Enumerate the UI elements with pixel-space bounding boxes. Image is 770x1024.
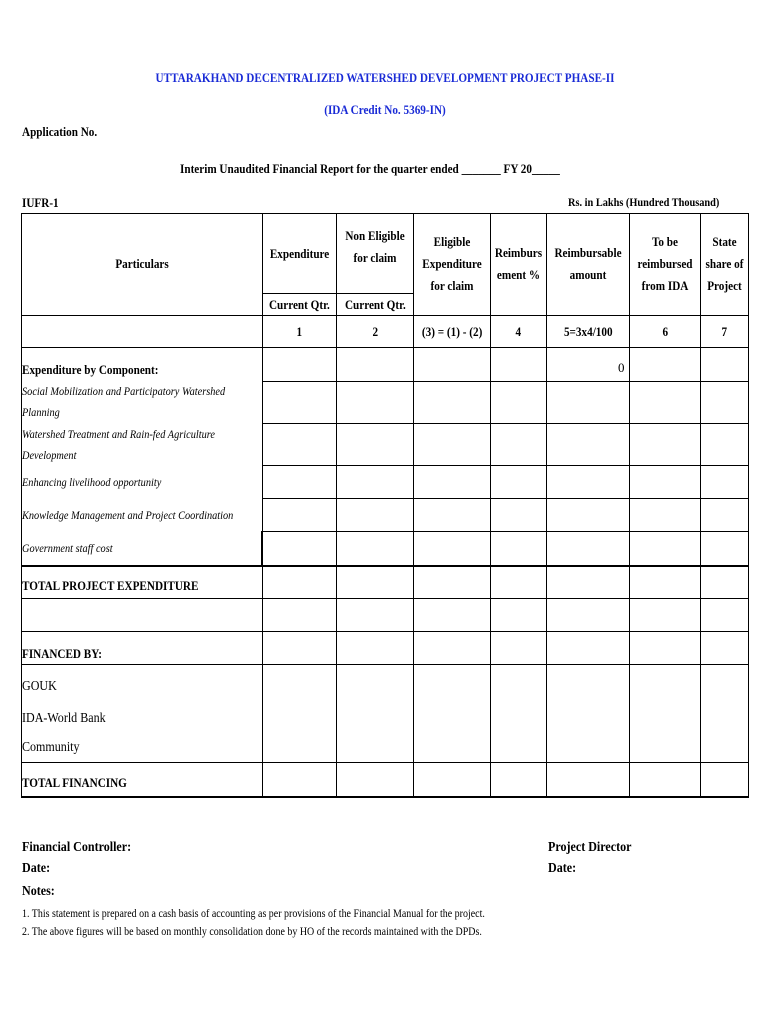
financing-community: Community: [22, 740, 80, 755]
document-title: UTTARAKHAND DECENTRALIZED WATERSHED DEVELOPMENT PROJECT PHASE-II: [155, 70, 615, 85]
current-qtr-2: Current Qtr.: [344, 296, 406, 312]
note-1: 1. This statement is prepared on a cash basis of accounting as per provisions of the Financial Manual for the project.: [22, 906, 485, 920]
expenditure-by-component-label: Expenditure by Component:: [22, 362, 159, 377]
financial-controller-label: Financial Controller:: [22, 840, 132, 855]
col-expenditure: Expenditure: [269, 245, 330, 261]
col-number-4: 4: [515, 323, 522, 339]
date-right-label: Date:: [548, 861, 577, 876]
col-number-7: 7: [721, 323, 728, 339]
component-watershed-treatment: Watershed Treatment and Rain-fed Agriculture Development: [22, 427, 216, 462]
col-number-3: (3) = (1) - (2): [421, 323, 483, 339]
col-eligible: Eligible Expenditure for claim: [422, 234, 482, 293]
total-project-expenditure-label: TOTAL PROJECT EXPENDITURE: [22, 578, 199, 593]
financing-ida: IDA-World Bank: [22, 711, 106, 726]
date-left-label: Date:: [22, 861, 51, 876]
component-knowledge-management: Knowledge Management and Project Coordination: [22, 508, 234, 522]
report-title: Interim Unaudited Financial Report for the quarter ended _______ FY 20_____: [180, 161, 560, 176]
col-particulars: Particulars: [115, 256, 169, 271]
form-code: IUFR-1: [22, 195, 59, 210]
col-to-be-reimbursed: To be reimbursed from IDA: [637, 234, 693, 293]
financed-by-label: FINANCED BY:: [22, 646, 103, 661]
col-reimbursable: Reimbursable amount: [554, 245, 622, 282]
current-qtr-1: Current Qtr.: [269, 296, 330, 312]
col-non-eligible: Non Eligible for claim: [345, 228, 405, 265]
col-number-1: 1: [296, 323, 303, 339]
col-state-share: State share of Project: [705, 234, 744, 293]
notes-heading: Notes:: [22, 884, 55, 899]
col-number-2: 2: [372, 323, 378, 339]
application-no-label: Application No.: [22, 124, 98, 139]
col-number-5: 5=3x4/100: [563, 323, 613, 339]
component-government-staff-cost: Government staff cost: [22, 541, 113, 555]
note-2: 2. The above figures will be based on monthly consolidation done by HO of the records maintained with the DPDs.: [22, 924, 482, 938]
component-social-mobilization: Social Mobilization and Participatory Watershed Planning: [22, 384, 226, 419]
project-director-label: Project Director: [548, 840, 632, 855]
col-reimbursement: Reimbursement %: [494, 245, 543, 282]
credit-number: (IDA Credit No. 5369-IN): [324, 102, 446, 117]
units-label: Rs. in Lakhs (Hundred Thousand): [568, 195, 720, 209]
financing-gouk: GOUK: [22, 679, 57, 694]
col-number-6: 6: [662, 323, 668, 339]
total-financing-label: TOTAL FINANCING: [22, 775, 127, 790]
reimbursable-zero-value: 0: [618, 360, 625, 375]
component-livelihood: Enhancing livelihood opportunity: [22, 475, 162, 489]
